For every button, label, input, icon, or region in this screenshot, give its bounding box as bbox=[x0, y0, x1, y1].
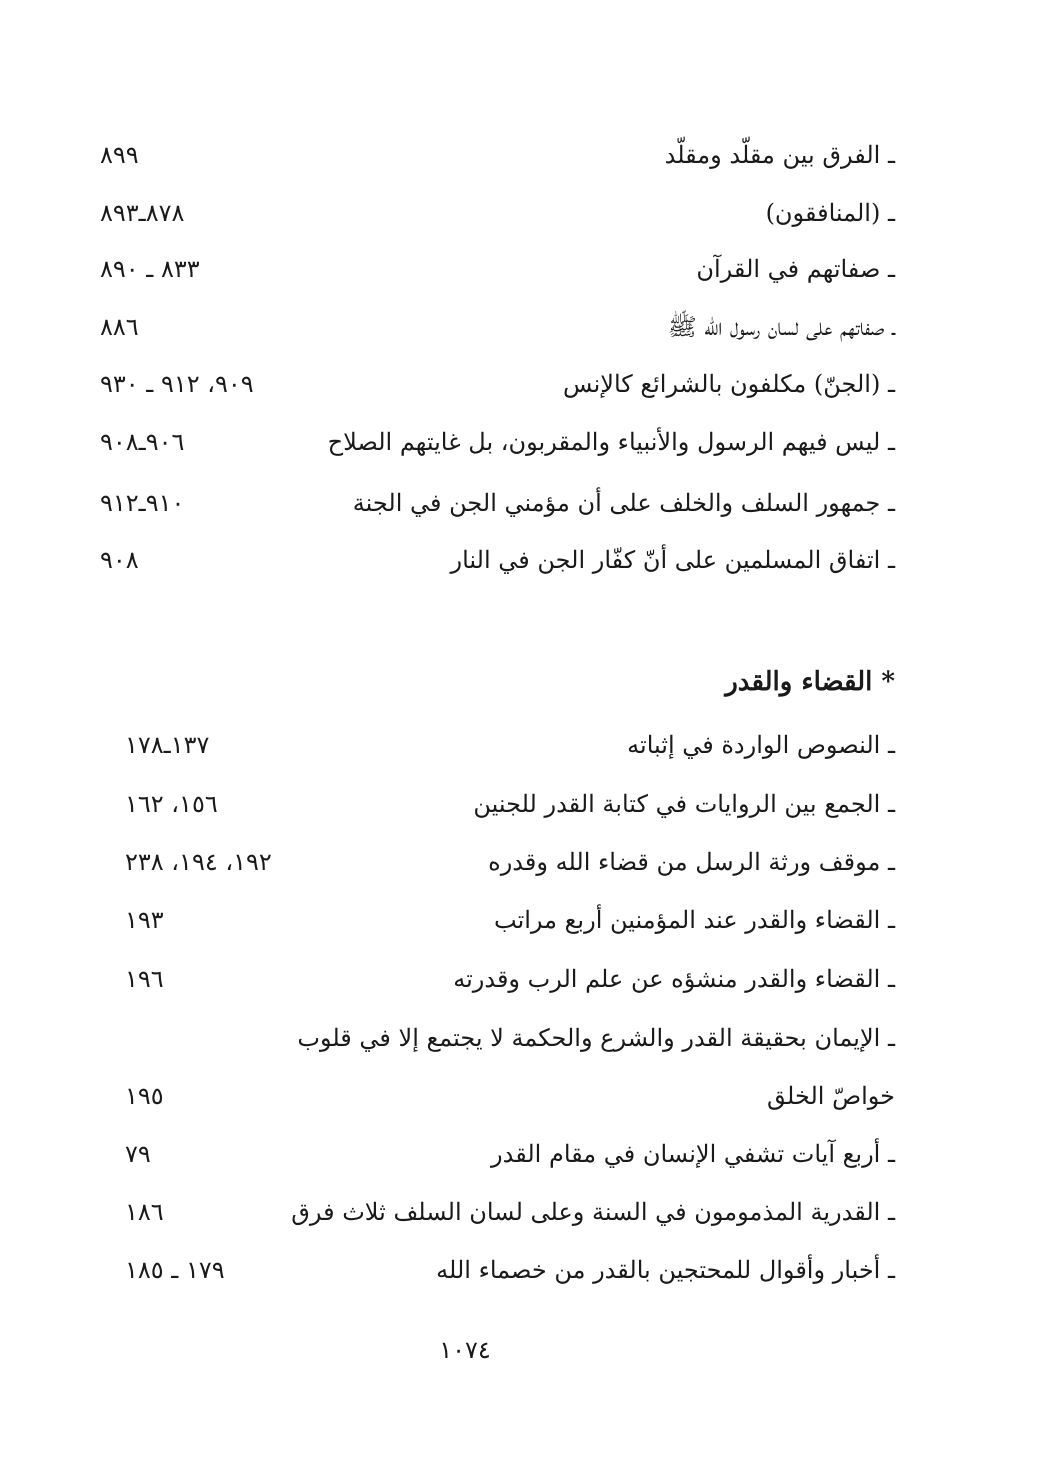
entry-text: ـ اتفاق المسلمين على أنّ كفّار الجن في النار bbox=[450, 546, 895, 574]
index-entry bbox=[90, 483, 895, 523]
index-entry bbox=[90, 725, 895, 765]
entry-pages: ١٩٥ bbox=[125, 1082, 164, 1110]
index-entry bbox=[90, 1250, 895, 1290]
entry-pages: ٨٩٩ bbox=[100, 141, 139, 169]
index-entry bbox=[90, 1192, 895, 1232]
entry-text: ـ أربع آيات تشفي الإنسان في مقام القدر bbox=[491, 1140, 895, 1168]
entry-pages: ١٧٩ ـ ١٨٥ bbox=[125, 1256, 225, 1284]
entry-pages: ٨٧٨ـ٨٩٣ bbox=[100, 199, 185, 227]
index-entry bbox=[90, 364, 895, 404]
entry-text: ـ ليس فيهم الرسول والأنبياء والمقربون، بل غايتهم الصلاح bbox=[327, 428, 895, 456]
entry-pages: ١٩٢، ١٩٤، ٢٣٨ bbox=[125, 848, 272, 876]
index-entry bbox=[90, 1018, 895, 1058]
entry-text: ـ (الجنّ) مكلفون بالشرائع كالإنس bbox=[562, 370, 895, 398]
entry-pages: ١٩٦ bbox=[125, 965, 164, 993]
entry-pages: ٩٠٩، ٩١٢ ـ ٩٣٠ bbox=[100, 370, 254, 398]
entry-text: ـ جمهور السلف والخلف على أن مؤمني الجن في الجنة bbox=[352, 489, 895, 517]
entry-text: ـ الجمع بين الروايات في كتابة القدر للجنين bbox=[473, 790, 895, 818]
index-entry bbox=[90, 135, 895, 175]
index-entry bbox=[90, 193, 895, 233]
entry-pages: ١٣٧ـ١٧٨ bbox=[125, 731, 210, 759]
section-heading: * القضاء والقدر bbox=[725, 667, 895, 697]
entry-text: خواصّ الخلق bbox=[767, 1082, 895, 1110]
index-entry bbox=[90, 249, 895, 289]
index-entry bbox=[90, 307, 895, 347]
entry-text: ـ صفاتهم على لسان رسول الله ﷺ bbox=[667, 313, 895, 341]
entry-pages: ١٥٦، ١٦٢ bbox=[125, 790, 218, 818]
entry-pages: ٨٣٣ ـ ٨٩٠ bbox=[100, 255, 200, 283]
entry-text: ـ الإيمان بحقيقة القدر والشرع والحكمة لا يجتمع إلا في قلوب bbox=[297, 1024, 895, 1052]
entry-pages: ١٨٦ bbox=[125, 1198, 164, 1226]
entry-text: ـ موقف ورثة الرسل من قضاء الله وقدره bbox=[488, 848, 895, 876]
entry-pages: ٩١٠ـ٩١٢ bbox=[100, 489, 185, 517]
index-entry-continuation bbox=[90, 1076, 895, 1116]
entry-text: ـ صفاتهم في القرآن bbox=[696, 255, 895, 283]
index-entry bbox=[90, 1134, 895, 1174]
entry-text: ـ القضاء والقدر منشؤه عن علم الرب وقدرته bbox=[453, 965, 895, 993]
entry-pages: ٨٨٦ bbox=[100, 313, 139, 341]
entry-text: ـ القضاء والقدر عند المؤمنين أربع مراتب bbox=[494, 906, 895, 934]
entry-pages: ٩٠٦ـ٩٠٨ bbox=[100, 428, 185, 456]
index-entry bbox=[90, 784, 895, 824]
entry-pages: ٩٠٨ bbox=[100, 546, 139, 574]
index-entry bbox=[90, 540, 895, 580]
entry-text: ـ أخبار وأقوال للمحتجين بالقدر من خصماء الله bbox=[436, 1256, 895, 1284]
entry-text: ـ الفرق بين مقلّد ومقلّد bbox=[664, 141, 895, 169]
index-entry bbox=[90, 842, 895, 882]
index-entry bbox=[90, 900, 895, 940]
entry-pages: ٧٩ bbox=[125, 1140, 151, 1168]
entry-text: ـ القدرية المذمومون في السنة وعلى لسان السلف ثلاث فرق bbox=[291, 1198, 895, 1226]
page-number: ١٠٧٤ bbox=[439, 1336, 491, 1364]
entry-text: ـ (المنافقون) bbox=[765, 199, 895, 227]
entry-pages: ١٩٣ bbox=[125, 906, 164, 934]
index-entry bbox=[90, 422, 895, 462]
entry-text: ـ النصوص الواردة في إثباته bbox=[627, 731, 895, 759]
index-entry bbox=[90, 959, 895, 999]
